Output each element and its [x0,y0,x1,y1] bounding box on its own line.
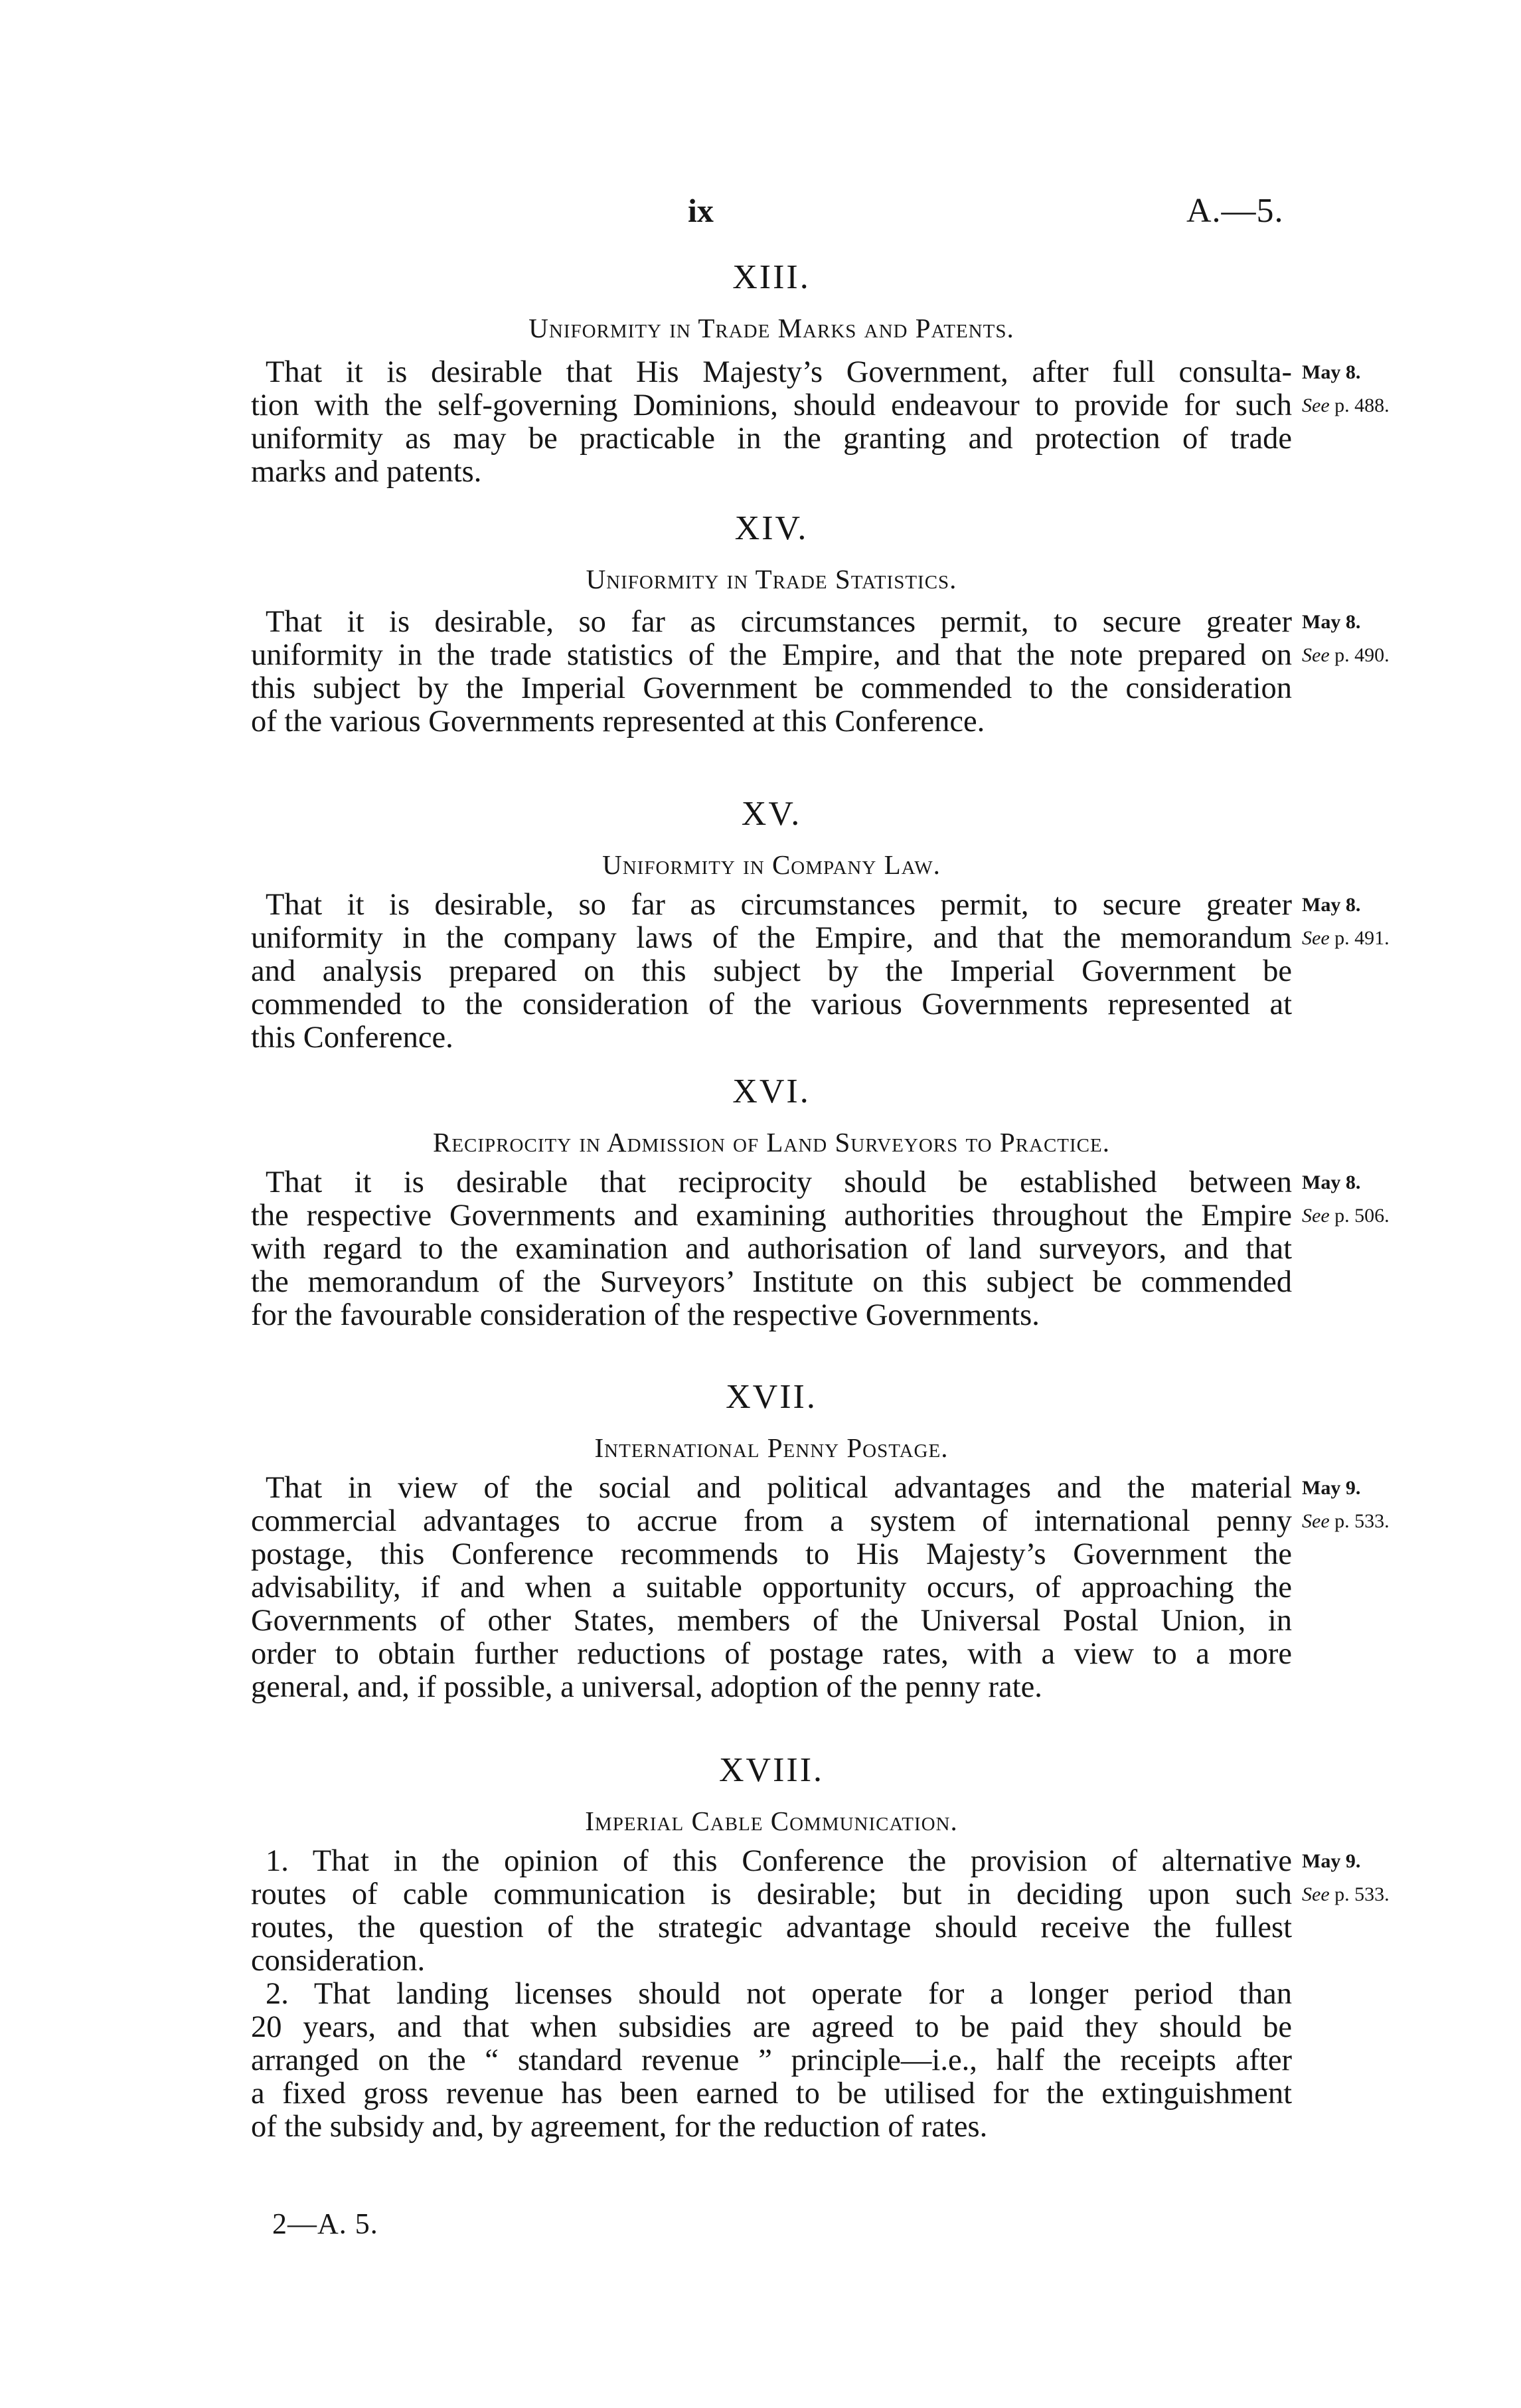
text-line: 2. That landing licenses should not operate for a longer period than [266,1977,1292,2011]
text-line: postage, this Conference recommends to His Majesty’s Government the [251,1537,1292,1571]
section-heading: Reciprocity in Admission of Land Surveyors to Practice. [433,1127,1110,1158]
text-line: commercial advantages to accrue from a system of international penny [251,1504,1292,1538]
text-line: tion with the self-governing Dominions, should endeavour to provide for such [251,388,1292,422]
margin-note [1302,356,1514,422]
section-numeral: XVII. [726,1378,817,1416]
resolution-paragraph [251,1845,1292,1978]
text-line: the memorandum of the Surveyors’ Institute on this subject be commended [251,1265,1292,1299]
margin-page-ref: p. 490. [1334,644,1390,666]
page-number: ix [688,192,714,229]
text-line: advisability, if and when a suitable opportunity occurs, of approaching the [251,1571,1292,1604]
text-line: marks and patents. [251,455,482,489]
margin-note [1302,1845,1514,1911]
margin-see: See [1302,394,1330,416]
margin-see: See [1302,927,1330,949]
margin-page-ref: p. 488. [1334,394,1390,416]
text-line: consideration. [251,1944,426,1978]
margin-see: See [1302,644,1330,666]
margin-page-ref: p. 491. [1334,927,1390,949]
section-heading: International Penny Postage. [594,1432,949,1463]
section-numeral: XIV. [734,509,809,547]
text-line: of the subsidy and, by agreement, for the reduction of rates. [251,2110,988,2144]
section-numeral: XVIII. [718,1751,825,1789]
text-line: 1. That in the opinion of this Conference the provision of alternative [266,1844,1292,1878]
text-line: this subject by the Imperial Government be commended to the consideration [251,671,1292,705]
page-header [0,191,1521,244]
text-line: commended to the consideration of the various Governments represented at [251,988,1292,1021]
signature-mark: 2—A. 5. [272,2207,378,2240]
margin-page-ref: p. 533. [1334,1883,1390,1905]
text-line: That it is desirable that His Majesty’s Government, after full consulta- [266,355,1292,389]
text-line: and analysis prepared on this subject by the Imperial Government be [251,954,1292,988]
margin-date: May 8. [1302,1171,1361,1193]
text-line: arranged on the “ standard revenue ” principle—i.e., half the receipts after [251,2043,1292,2077]
section-heading: Imperial Cable Communication. [585,1806,958,1836]
text-line: the respective Governments and examining authorities throughout the Empire [251,1199,1292,1233]
text-line: uniformity in the company laws of the Empire, and that the memorandum [251,921,1292,955]
text-line: of the various Governments represented at this Conference. [251,705,985,738]
document-reference: A.—5. [1186,192,1284,230]
resolution-paragraph [251,356,1292,489]
margin-note [1302,1472,1514,1538]
margin-date: May 8. [1302,611,1361,633]
resolution-paragraph [251,606,1292,738]
margin-date: May 9. [1302,1477,1361,1499]
text-line: general, and, if possible, a universal, adoption of the penny rate. [251,1670,1042,1704]
resolution-paragraph [251,1472,1292,1704]
margin-page-ref: p. 533. [1334,1510,1390,1532]
section-numeral: XIII. [732,258,811,296]
margin-date: May 8. [1302,894,1361,916]
text-line: uniformity in the trade statistics of the Empire, and that the note prepared on [251,638,1292,672]
text-line: 20 years, and that when subsidies are agreed to be paid they should be [251,2010,1292,2044]
margin-date: May 9. [1302,1850,1361,1872]
section-numeral: XVI. [732,1073,811,1110]
section-numeral: XV. [741,795,802,833]
text-line: routes of cable communication is desirable; but in deciding upon such [251,1877,1292,1911]
margin-page-ref: p. 506. [1334,1205,1390,1227]
text-line: That it is desirable that reciprocity should be established between [266,1165,1292,1199]
text-line: That it is desirable, so far as circumstances permit, to secure greater [266,605,1292,639]
resolution-paragraph [251,1166,1292,1332]
text-line: uniformity as may be practicable in the granting and protection of trade [251,422,1292,456]
text-line: routes, the question of the strategic advantage should receive the fullest [251,1911,1292,1944]
margin-see: See [1302,1510,1330,1532]
text-line: Governments of other States, members of the Universal Postal Union, in [251,1604,1292,1638]
margin-note [1302,1166,1514,1233]
section-heading: Uniformity in Trade Marks and Patents. [528,313,1014,343]
margin-see: See [1302,1205,1330,1227]
text-line: That it is desirable, so far as circumstances permit, to secure greater [266,888,1292,922]
text-line: a fixed gross revenue has been earned to be utilised for the extinguishment [251,2077,1292,2110]
text-line: That in view of the social and political advantages and the material [266,1471,1292,1505]
margin-note [1302,606,1514,672]
margin-see: See [1302,1883,1330,1905]
resolution-paragraph [251,1978,1292,2144]
resolution-paragraph [251,889,1292,1055]
text-line: for the favourable consideration of the respective Governments. [251,1298,1040,1332]
text-line: this Conference. [251,1021,453,1055]
text-line: order to obtain further reductions of postage rates, with a view to a more [251,1637,1292,1671]
section-heading: Uniformity in Company Law. [602,849,941,880]
margin-note [1302,889,1514,955]
section-heading: Uniformity in Trade Statistics. [586,564,957,594]
margin-date: May 8. [1302,361,1361,383]
text-line: with regard to the examination and authorisation of land surveyors, and that [251,1232,1292,1266]
